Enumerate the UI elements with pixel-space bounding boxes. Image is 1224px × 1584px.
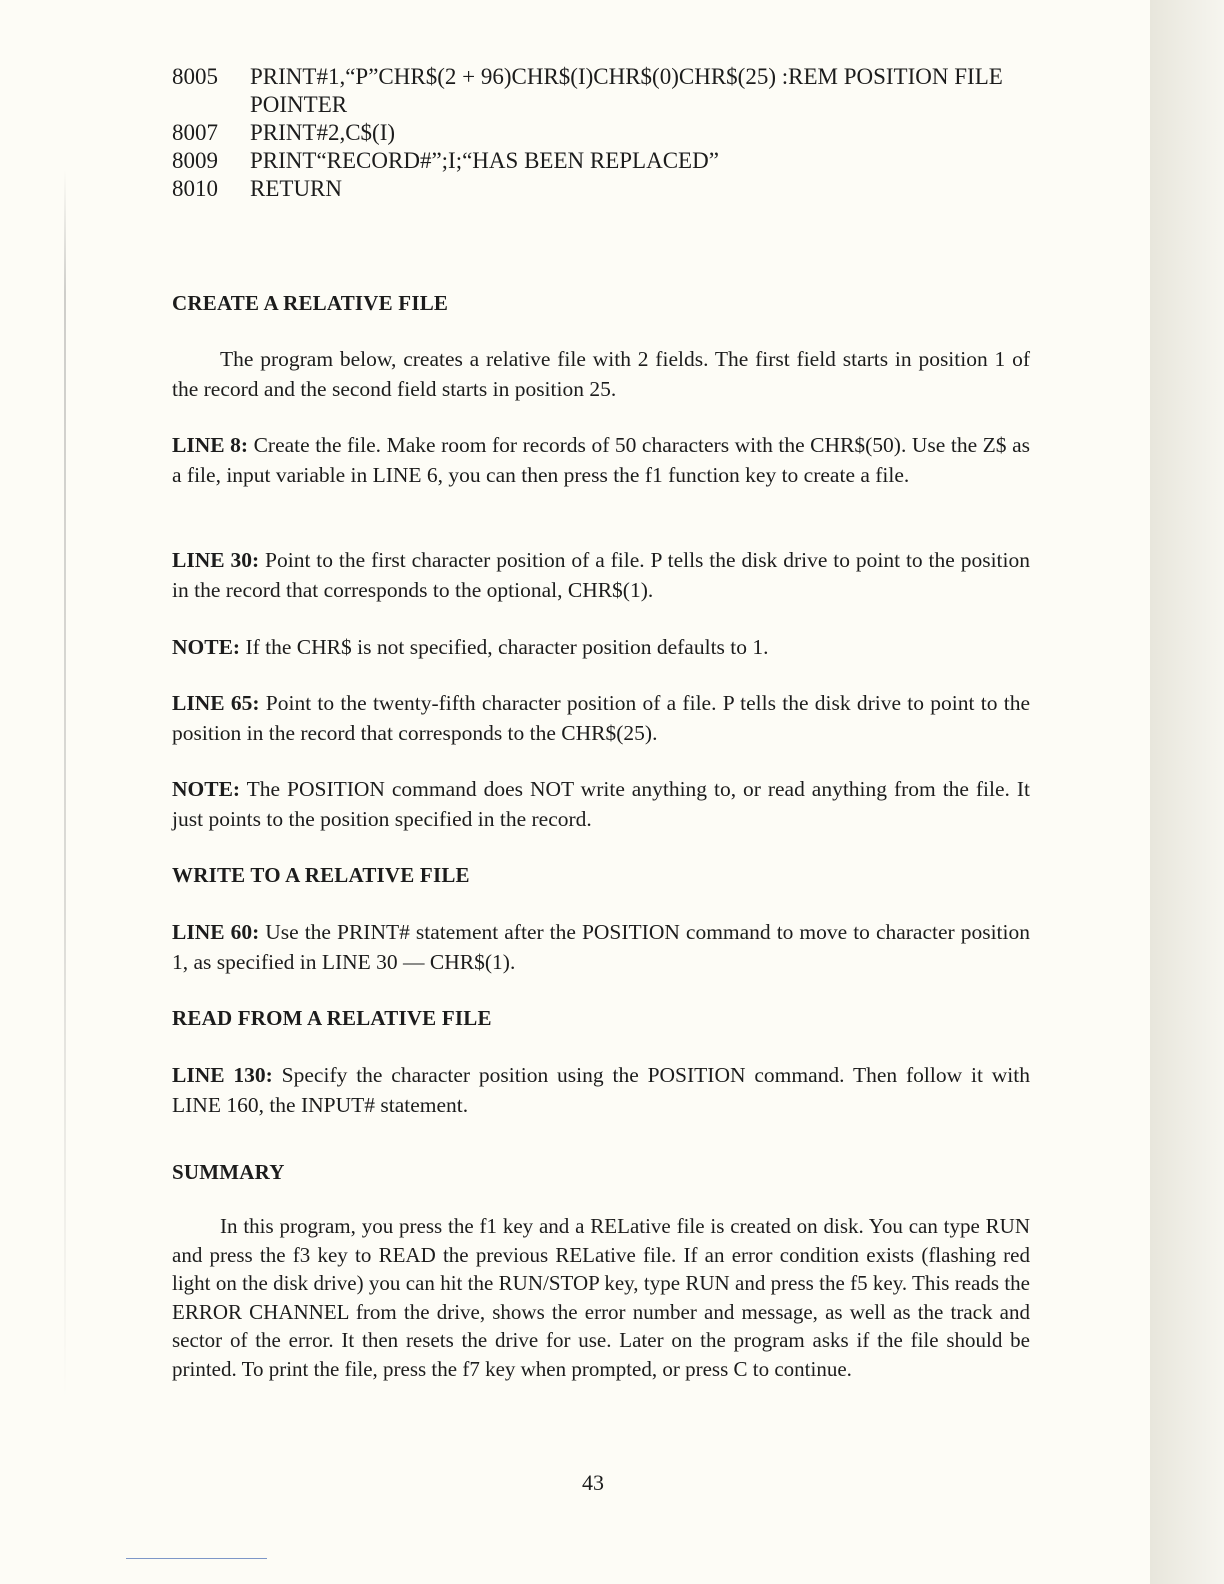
code-line-text: PRINT“RECORD#”;I;“HAS BEEN REPLACED” [250,148,719,173]
line8-label: LINE 8: [172,433,249,457]
line30-label: LINE 30: [172,548,260,572]
code-line-number: 8005 [172,64,218,89]
section-heading-read: READ FROM A RELATIVE FILE [172,1006,492,1030]
code-line-continuation: POINTER [250,92,348,117]
page-edge-shadow [1150,0,1224,1584]
section-heading-write: WRITE TO A RELATIVE FILE [172,863,470,887]
scan-margin-mark [64,170,66,1400]
page-number: 43 [582,1470,604,1495]
line65-label: LINE 65: [172,691,260,715]
note1-paragraph [172,632,1030,662]
note2-label: NOTE: [172,777,241,801]
code-line-number: 8010 [172,176,218,201]
line60-text: Use the PRINT# statement after the POSITION command to move to character position 1, as specified in LINE 30 — CHR$(1). [172,920,1030,974]
create-intro-paragraph: The program below, creates a relative file with 2 fields. The first field starts in position 1 of the record and the second field starts in position 25. [172,347,1030,401]
code-line [172,147,1102,175]
line65-paragraph [172,688,1030,748]
code-line [172,63,1102,91]
code-line-text: PRINT#1,“P”CHR$(2 + 96)CHR$(I)CHR$(0)CHR$(25) :REM POSITION FILE [250,64,1003,89]
line65-text: Point to the twenty-fifth character position of a file. P tells the disk drive to point to the position in the record that corresponds to the CHR$(25). [172,691,1030,745]
line30-text: Point to the first character position of a file. P tells the disk drive to point to the position in the record that corresponds to the optional, CHR$(1). [172,548,1031,602]
section-heading-create: CREATE A RELATIVE FILE [172,291,449,315]
summary-paragraph: In this program, you press the f1 key and a RELative file is created on disk. You can type RUN and press the f3 key to READ the previous RELative file. If an error condition exists (flashing red light on the disk drive) you can hit the RUN/STOP key, type RUN and press the f5 key. This reads the ERROR CHANNEL from the drive, shows the error number and message, as well as the track and sector of the error. It then resets the drive for use. Later on the program asks if the file should be printed. To print the file, press the f7 key when prompted, or press C to continue. [172,1214,1030,1381]
line130-text: Specify the character position using the POSITION command. Then follow it with LINE 160, the INPUT# statement. [172,1063,1030,1117]
footer-rule [126,1558,267,1559]
code-line [172,175,1102,203]
code-line-number: 8007 [172,120,218,145]
section-heading-summary: SUMMARY [172,1160,285,1184]
line8-text: Create the file. Make room for records of 50 characters with the CHR$(50). Use the Z$ as a file, input variable in LINE 6, you can then press the f1 function key to create a file. [172,433,1030,487]
line130-label: LINE 130: [172,1063,273,1087]
code-line-number: 8009 [172,148,218,173]
code-line-text: RETURN [250,176,342,201]
line60-label: LINE 60: [172,920,260,944]
code-listing [172,63,1102,203]
code-line [172,119,1102,147]
note1-text: If the CHR$ is not specified, character position defaults to 1. [240,635,769,659]
code-line-text: PRINT#2,C$(I) [250,120,396,145]
line30-paragraph [172,545,1030,605]
line130-paragraph [172,1060,1030,1120]
note2-text: The POSITION command does NOT write anything to, or read anything from the file. It just points to the position specified in the record. [172,777,1030,831]
note1-label: NOTE: [172,635,241,659]
line60-paragraph [172,917,1030,977]
note2-paragraph [172,774,1030,834]
line8-paragraph [172,430,1030,490]
